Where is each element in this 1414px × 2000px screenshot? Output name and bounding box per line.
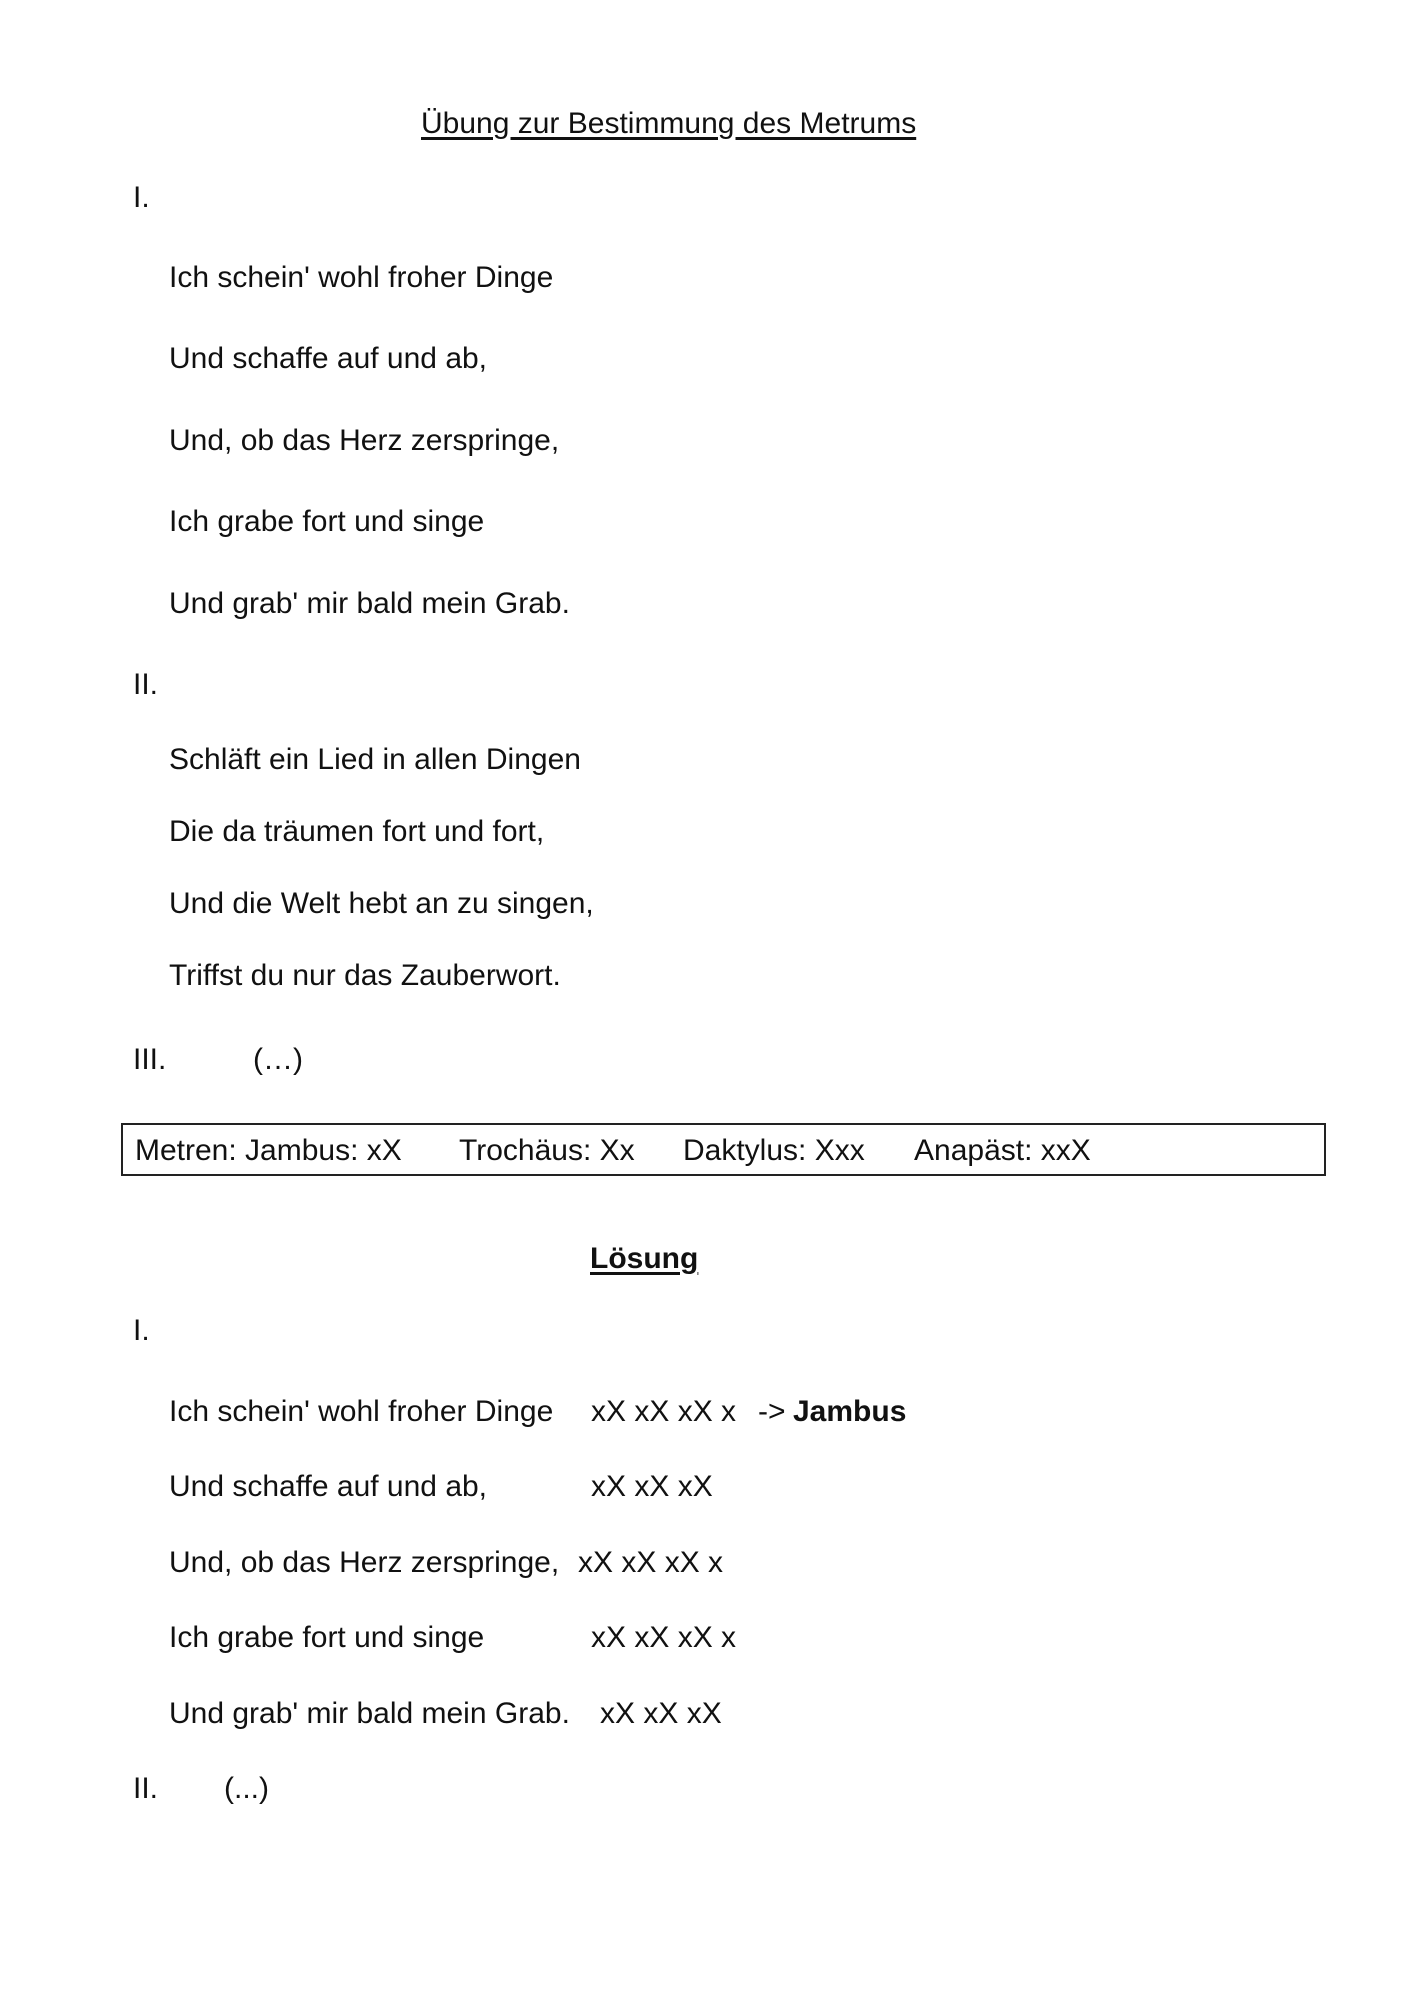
solution-pattern: xX xX xX [600, 1697, 722, 1730]
ellipsis: (...) [224, 1772, 269, 1805]
metren-daktylus: Daktylus: Xxx [683, 1134, 865, 1167]
verse-line: Triffst du nur das Zauberwort. [169, 959, 561, 992]
solution-pattern: xX xX xX x [591, 1395, 737, 1428]
solution-verse: Ich grabe fort und singe [169, 1621, 485, 1654]
metren-trochaeus: Trochäus: Xx [459, 1134, 635, 1167]
page-title: Übung zur Bestimmung des Metrums [421, 107, 917, 140]
ellipsis: (…) [253, 1043, 303, 1076]
verse-line: Ich schein' wohl froher Dinge [169, 261, 554, 294]
solution-verse: Ich schein' wohl froher Dinge [169, 1395, 554, 1428]
solution-verse: Und, ob das Herz zerspringe, [169, 1546, 560, 1579]
solution-pattern: xX xX xX [591, 1470, 713, 1503]
verse-line: Und die Welt hebt an zu singen, [169, 887, 594, 920]
solution-arrow: -> [758, 1395, 786, 1428]
verse-line: Und schaffe auf und ab, [169, 342, 488, 375]
solution-result: Jambus [793, 1395, 907, 1428]
solution-label-1: I. [133, 1314, 150, 1347]
solution-verse: Und grab' mir bald mein Grab. [169, 1697, 570, 1730]
solution-verse: Und schaffe auf und ab, [169, 1470, 488, 1503]
verse-line: Schläft ein Lied in allen Dingen [169, 743, 581, 776]
section-label-1: I. [133, 181, 150, 214]
metren-jambus: Metren: Jambus: xX [135, 1134, 402, 1167]
verse-line: Die da träumen fort und fort, [169, 815, 545, 848]
metren-anapaest: Anapäst: xxX [914, 1134, 1091, 1167]
verse-line: Ich grabe fort und singe [169, 505, 485, 538]
solution-pattern: xX xX xX x [591, 1621, 737, 1654]
metren-box [121, 1123, 1326, 1176]
verse-line: Und grab' mir bald mein Grab. [169, 587, 570, 620]
solution-heading: Lösung [590, 1242, 699, 1275]
verse-line: Und, ob das Herz zerspringe, [169, 424, 560, 457]
section-label-3: III. [133, 1043, 167, 1076]
solution-label-2: II. [133, 1772, 159, 1805]
solution-pattern: xX xX xX x [578, 1546, 724, 1579]
section-label-2: II. [133, 668, 159, 701]
